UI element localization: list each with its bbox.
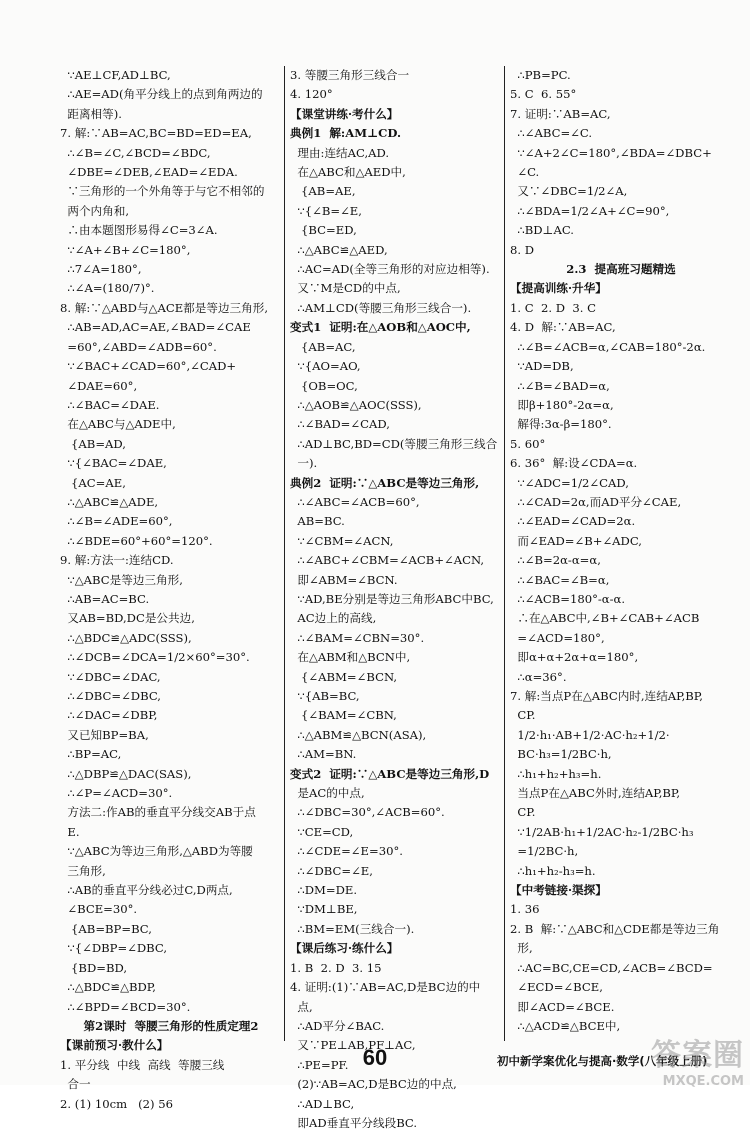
text-line: 5. 60° — [510, 436, 546, 451]
text-line: 典例1 解:AM⊥CD. — [290, 126, 402, 141]
text-line: 9. 解:方法一:连结CD. — [60, 553, 174, 568]
text-line: ∴∠DAC=∠DBP, — [60, 708, 158, 723]
text-line: ∵{AB=BC, — [290, 689, 360, 703]
text-line: {∠BAM=∠CBN, — [290, 708, 397, 723]
text-line: 即β+180°-2α=α, — [510, 397, 614, 412]
text-line: {BD=BD, — [60, 960, 128, 975]
text-line: 变式2 证明:∵△ABC是等边三角形,D — [290, 766, 490, 781]
text-line: ∴BP=AC, — [60, 747, 122, 762]
text-line: 4. 证明:(1)∵AB=AC,D是BC边的中 — [290, 980, 481, 995]
text-line: 2.3 提高班习题精选 — [566, 262, 676, 277]
text-line: {AB=AD, — [60, 436, 126, 451]
text-line: 第2课时 等腰三角形的性质定理2 — [83, 1018, 259, 1033]
text-line: ∴∠DCB=∠DCA=1/2×60°=30°. — [60, 650, 250, 665]
text-line: ∠DBE=∠DEB,∠EAD=∠EDA. — [60, 165, 238, 180]
text-line: ∵AD=DB, — [510, 359, 574, 374]
text-line: ∵△ABC是等边三角形, — [60, 572, 183, 587]
text-line: 5. C 6. 55° — [510, 87, 577, 102]
text-line: ∴AD平分∠BAC. — [290, 1018, 385, 1033]
text-line: ∠ECD=∠BCE, — [510, 980, 603, 995]
footer-title: 初中新学案优化与提高·数学(八年级上册) — [497, 1054, 708, 1068]
text-line: ∵{∠B=∠E, — [290, 203, 362, 218]
column-divider — [284, 66, 285, 1041]
text-line: ∴∠BPD=∠BCD=30°. — [60, 999, 191, 1014]
text-line: ∴∠B=∠ACB=α,∠CAB=180°-2α. — [510, 339, 706, 354]
text-line: ∴△BDC≌△ADC(SSS), — [60, 630, 192, 645]
text-line: =1/2BC·h, — [510, 844, 579, 859]
text-line: ∵AD,BE分别是等边三角形ABC中BC, — [290, 591, 494, 606]
column-left — [60, 66, 282, 1114]
text-line: ∴PB=PC. — [510, 68, 571, 82]
text-line: 8. 解:∵△ABD与△ACE都是等边三角形, — [60, 300, 269, 315]
text-line: ∴DM=DE. — [290, 883, 358, 898]
text-line: ∴∠BDE=60°+60°=120°. — [60, 533, 213, 548]
text-line: 理由:连结AC,AD. — [290, 145, 390, 160]
text-line: 【课堂讲练·考什么】 — [290, 106, 399, 121]
text-line: 4. D 解:∵AB=AC, — [510, 320, 616, 335]
text-line: ∴∠BDA=1/2∠A+∠C=90°, — [510, 203, 670, 218]
text-line: ∵{∠BAC=∠DAE, — [60, 456, 167, 471]
text-line: ∵{∠DBP=∠DBC, — [60, 941, 168, 956]
text-line: 2. (1) 10cm (2) 56 — [60, 1096, 174, 1111]
text-line: 8. D — [510, 242, 535, 257]
text-line: ∴△AOB≌△AOC(SSS), — [290, 397, 422, 412]
text-line: ∴∠DBC=∠DBC, — [60, 689, 161, 703]
text-line: ∴∠B=∠ADE=60°, — [60, 514, 173, 529]
text-line: 在△ABC与△ADE中, — [60, 417, 176, 432]
page-number: 60 — [362, 1045, 388, 1070]
text-line: =∠ACD=180°, — [510, 630, 605, 645]
text-line: ∵∠A+2∠C=180°,∠BDA=∠DBC+ — [510, 145, 712, 160]
text-line: ∵∠ADC=1/2∠CAD, — [510, 475, 629, 490]
text-line: ∴∠DBC=∠E, — [290, 863, 373, 878]
text-line: ∴∠CAD=2α,而AD平分∠CAE, — [510, 494, 682, 509]
text-line: 7. 解:当点P在△ABC内时,连结AP,BP, — [510, 689, 703, 703]
text-line: 又∵∠DBC=1/2∠A, — [510, 184, 628, 199]
text-line: ∴∠BAD=∠CAD, — [290, 417, 390, 432]
text-line: 2. B 解:∵△ABC和△CDE都是等边三角 — [510, 921, 720, 936]
text-line: 变式1 证明:在△AOB和△AOC中, — [290, 320, 471, 335]
column-divider — [504, 66, 505, 1041]
text-line: E. — [60, 824, 80, 839]
text-line: 7. 解:∵AB=AC,BC=BD=ED=EA, — [60, 126, 252, 141]
text-line: 1/2·h₁·AB+1/2·AC·h₂+1/2· — [510, 727, 670, 742]
text-line: {AB=BP=BC, — [60, 921, 152, 936]
text-line: ∴△BDC≌△BDP, — [60, 980, 156, 995]
text-line: ∠BCE=30°. — [60, 902, 138, 917]
text-line: ∵AE⊥CF,AD⊥BC, — [60, 68, 171, 82]
watermark-logo: 答案圈 MXQE.COM — [651, 1038, 744, 1089]
text-line: ∴BM=EM(三线合一). — [290, 921, 415, 936]
text-line: ∠C. — [510, 165, 540, 180]
text-line: ∴∠A=(180/7)°. — [60, 281, 155, 296]
text-line: 1. 36 — [510, 902, 540, 917]
text-line: 距离相等). — [60, 106, 122, 121]
text-line: ∵∠A+∠B+∠C=180°, — [60, 242, 191, 257]
text-line: ∴∠P=∠ACD=30°. — [60, 786, 173, 801]
text-line: (2)∵AB=AC,D是BC边的中点, — [290, 1077, 457, 1092]
text-line: 合一 — [60, 1077, 91, 1092]
text-line: ∴∠ACB=180°-α-α. — [510, 591, 626, 606]
text-line: ∵∠CBM=∠ACN, — [290, 533, 394, 548]
text-line: 方法二:作AB的垂直平分线交AB于点 — [60, 805, 256, 820]
text-line: =60°,∠ABD=∠ADB=60°. — [60, 339, 217, 354]
text-line: ∴PE=PF. — [290, 1057, 349, 1072]
text-line: BC·h₃=1/2BC·h, — [510, 747, 612, 762]
text-line: 三角形, — [60, 863, 106, 878]
text-line: 又∵M是CD的中点, — [290, 281, 401, 296]
text-line: ∴AE=AD(角平分线上的点到角两边的 — [60, 87, 263, 102]
text-line: ∴∠BAM=∠CBN=30°. — [290, 630, 425, 645]
text-line: ∴∠B=2α-α=α, — [510, 553, 601, 568]
text-line: ∵{AO=AO, — [290, 359, 361, 374]
text-line: {BC=ED, — [290, 223, 357, 238]
text-line: 形, — [510, 941, 533, 956]
text-line: ∴AD⊥BC,BD=CD(等腰三角形三线合 — [290, 436, 498, 451]
text-line: ∴AC=BC,CE=CD,∠ACB=∠BCD= — [510, 960, 713, 975]
text-line: ∴∠ABC=∠C. — [510, 126, 593, 141]
text-line: {∠ABM=∠BCN, — [290, 669, 398, 684]
text-line: ∵三角形的一个外角等于与它不相邻的 — [60, 184, 265, 199]
text-line: CP. — [510, 708, 536, 723]
text-line: ∴∠EAD=∠CAD=2α. — [510, 514, 636, 529]
text-line: ∵DM⊥BE, — [290, 902, 358, 917]
text-line: 而∠EAD=∠B+∠ADC, — [510, 533, 642, 548]
text-line: ∴7∠A=180°, — [60, 262, 142, 277]
text-line: ∵∠DBC=∠DAC, — [60, 669, 161, 684]
text-line: ∴AD⊥BC, — [290, 1096, 355, 1111]
text-line: ∴AB=AC=BC. — [60, 591, 150, 606]
text-line: ∴△ABC≌△ADE, — [60, 494, 159, 509]
text-line: ∴h₁+h₂+h₃=h. — [510, 766, 602, 781]
text-line: 两个内角和, — [60, 203, 130, 218]
text-line: ∴α=36°. — [510, 669, 567, 684]
text-line: ∴AC=AD(全等三角形的对应边相等). — [290, 262, 490, 277]
text-line: 典例2 证明:∵△ABC是等边三角形, — [290, 475, 480, 490]
text-line: ∵1/2AB·h₁+1/2AC·h₂-1/2BC·h₃ — [510, 824, 694, 839]
text-line: ∴∠ABC=∠ACB=60°, — [290, 494, 420, 509]
text-line: 1. B 2. D 3. 15 — [290, 960, 382, 975]
text-line: {AB=AE, — [290, 184, 356, 199]
text-line: ∴△DBP≌△DAC(SAS), — [60, 766, 192, 781]
text-line: 1. C 2. D 3. C — [510, 300, 597, 315]
text-line: ∴∠B=∠C,∠BCD=∠BDC, — [60, 145, 211, 160]
text-line: ∴h₁+h₂-h₃=h. — [510, 863, 596, 878]
text-line: 在△ABC和△AED中, — [290, 165, 406, 180]
text-line: ∴△ABC≌△AED, — [290, 242, 388, 257]
text-line: 【中考链接·渠探】 — [510, 883, 607, 898]
text-line: ∴∠CDE=∠E=30°. — [290, 844, 403, 859]
text-line: 又已知BP=BA, — [60, 727, 149, 742]
text-line: ∴△ABM≌△BCN(ASA), — [290, 727, 427, 742]
text-line: ∴∠DBC=30°,∠ACB=60°. — [290, 805, 445, 820]
text-line: 又AB=BD,DC是公共边, — [60, 611, 195, 626]
text-line: 一). — [290, 456, 318, 471]
text-line: AC边上的高线, — [290, 611, 377, 626]
text-line: 在△ABM和△BCN中, — [290, 650, 411, 665]
text-line: ∴∠BAC=∠B=α, — [510, 572, 610, 587]
text-line: 是AC的中点, — [290, 786, 365, 801]
text-line: ∵△ABC为等边三角形,△ABD为等腰 — [60, 844, 253, 859]
text-line: ∵CE=CD, — [290, 824, 354, 839]
text-line: 1. 平分线 中线 高线 等腰三线 — [60, 1057, 225, 1072]
text-line: ∴AB的垂直平分线必过C,D两点, — [60, 883, 233, 898]
text-line: 又∵PE⊥AB,PF⊥AC, — [290, 1038, 416, 1053]
text-line: 即∠ACD=∠BCE. — [510, 999, 615, 1014]
text-line: 4. 120° — [290, 87, 333, 102]
text-line: 即∠ABM=∠BCN. — [290, 572, 398, 587]
text-line: {OB=OC, — [290, 378, 358, 393]
text-line: 解得:3α-β=180°. — [510, 417, 612, 432]
text-line: ∴AB=AD,AC=AE,∠BAD=∠CAE — [60, 320, 251, 335]
text-line: 即α+α+2α+α=180°, — [510, 650, 639, 665]
text-line: ∴AM=BN. — [290, 747, 357, 762]
text-line: CP. — [510, 805, 536, 820]
text-line: 即AD垂直平分线段BC. — [290, 1115, 418, 1130]
text-line: 【课前预习·教什么】 — [60, 1038, 169, 1053]
text-line: ∵∠BAC+∠CAD=60°,∠CAD+ — [60, 359, 237, 374]
text-line: ∴△ACD≌△BCE中, — [510, 1018, 621, 1033]
column-middle — [290, 66, 498, 1133]
text-line: 点, — [290, 999, 313, 1014]
text-line: 3. 等腰三角形三线合一 — [290, 68, 410, 82]
column-right — [510, 66, 732, 1036]
text-line: ∴∠B=∠BAD=α, — [510, 378, 610, 393]
text-line: ∴BD⊥AC. — [510, 223, 574, 238]
text-line: {AC=AE, — [60, 475, 126, 490]
text-line: ∴∠ABC+∠CBM=∠ACB+∠ACN, — [290, 553, 485, 568]
text-line: ∠DAE=60°, — [60, 378, 138, 393]
text-line: ∴AM⊥CD(等腰三角形三线合一). — [290, 300, 472, 315]
text-line: ∴∠BAC=∠DAE. — [60, 397, 160, 412]
text-line: 6. 36° 解:设∠CDA=α. — [510, 456, 638, 471]
text-line: {AB=AC, — [290, 339, 356, 354]
text-line: AB=BC. — [290, 514, 345, 529]
text-line: ∴在△ABC中,∠B+∠CAB+∠ACB — [510, 611, 700, 626]
text-line: 当点P在△ABC外时,连结AP,BP, — [510, 786, 681, 801]
text-line: 【提高训练·升华】 — [510, 281, 607, 296]
text-line: 7. 证明:∵AB=AC, — [510, 106, 611, 121]
text-line: ∴由本题图形易得∠C=3∠A. — [60, 223, 218, 238]
text-line: 【课后练习·练什么】 — [290, 941, 399, 956]
